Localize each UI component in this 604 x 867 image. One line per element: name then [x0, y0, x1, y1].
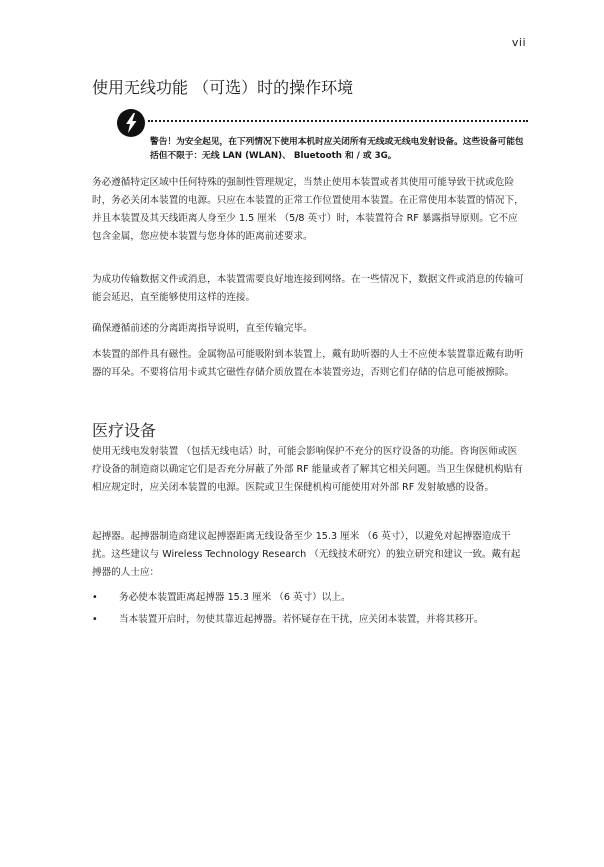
paragraph: 务必遵循特定区域中任何特殊的强制性管理规定，当禁止使用本装置或者其使用可能导致干扰或危险时，务必关闭本装置的电源。只应在本装置的正常工作位置使用本装置。在正常使用本装置的情况下，并且本装置及其天线距离人身至少 1.5 厘米 （5/8 英寸）时，本装置符合 RF 暴露指导原则。它不应包含金属，您应使本装置与您身体的距离前述要求。	[92, 177, 524, 242]
page-number: vii	[511, 36, 526, 49]
paragraph: 起搏器。起搏器制造商建议起搏器距离无线设备至少 15.3 厘米 （6 英寸），以避免对起搏器造成干扰。这些建议与 Wireless Technology Research （无线技术研究）的独立研究和建议一致。戴有起搏器的人士应：	[92, 531, 521, 578]
paragraph: 为成功传输数据文件或消息，本装置需要良好地连接到网络。在一些情况下，数据文件或消息的传输可能会延迟，直至能够使用这样的连接。	[92, 274, 524, 303]
list-item-text: 务必使本装置距离起搏器 15.3 厘米 （6 英寸）以上。	[119, 592, 351, 603]
paragraph: 使用无线电发射装置 （包括无线电话）时，可能会影响保护不充分的医疗设备的功能。咨询医师或医疗设备的制造商以确定它们是否充分屏蔽了外部 RF 能量或者了解其它相关问题。当卫生保健机构贴有相应规定时，应关闭本装置的电源。医院或卫生保健机构可能使用对外部 RF 发射敏感的设备。	[92, 446, 523, 493]
warning-text: 警告！为安全起见，在下列情况下使用本机时应关闭所有无线或无线电发射设备。这些设备可能包括但不限于：无线 LAN (WLAN)、 Bluetooth 和 / 或 3G。	[150, 137, 524, 161]
bullet-list	[92, 589, 524, 633]
list-item-text: 当本装置开启时，勿使其靠近起搏器。若怀疑存在干扰，应关闭本装置，并将其移开。	[119, 614, 484, 625]
lightning-warning-icon	[116, 108, 146, 138]
bullet-icon: •	[92, 592, 98, 603]
warning-divider	[148, 120, 528, 122]
list-item	[92, 589, 524, 607]
section-title-medical: 医疗设备	[92, 421, 157, 440]
bullet-icon: •	[92, 614, 98, 625]
section-title-wireless: 使用无线功能 （可选）时的操作环境	[92, 78, 354, 97]
paragraph: 确保遵循前述的分离距离指导说明，直至传输完毕。	[92, 323, 313, 334]
list-item	[92, 611, 524, 629]
paragraph: 本装置的部件具有磁性。金属物品可能吸附到本装置上，戴有助听器的人士不应使本装置靠近戴有助听器的耳朵。不要将信用卡或其它磁性存储介质放置在本装置旁边，否则它们存储的信息可能被擦除。	[92, 349, 524, 378]
